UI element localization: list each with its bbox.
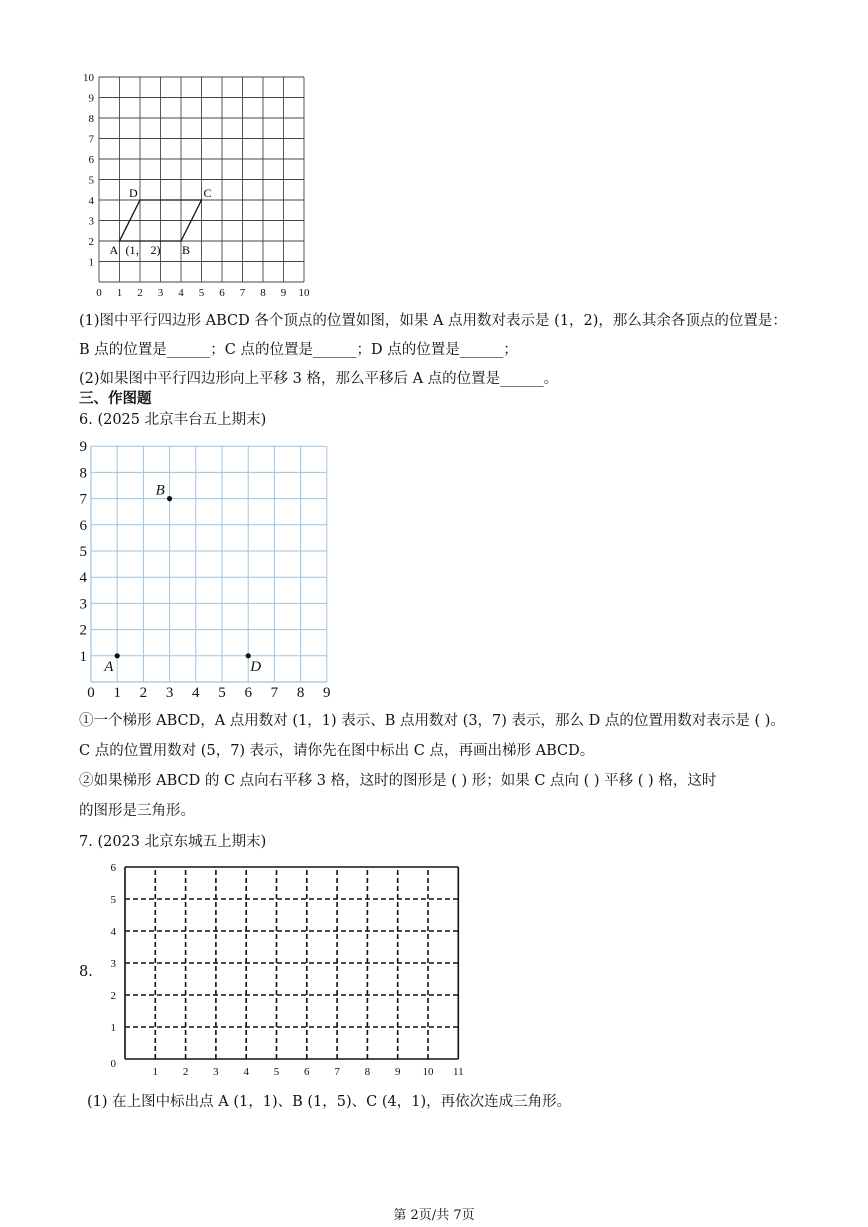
y-tick-label: 1 xyxy=(88,256,94,269)
y-tick-label: 9 xyxy=(79,439,87,456)
y-tick-label: 6 xyxy=(110,862,116,874)
q6-part2-line1: ②如果梯形 ABCD 的 C 点向右平移 3 格，这时的图形是 ( ) 形；如果 C 点向 ( ) 平移 ( ) 格，这时 xyxy=(79,773,717,789)
y-tick-label: 8 xyxy=(79,465,87,482)
x-tick-label: 2 xyxy=(139,685,148,701)
x-tick-label: 5 xyxy=(198,287,205,299)
x-tick-label: 5 xyxy=(218,685,226,701)
page-footer: 第 2页/共 7页 xyxy=(393,1208,475,1223)
q7-part1-line: (1) 在上图中标出点 A (1，1)、B (1，5)、C (4，1)，再依次连成三角形。 xyxy=(87,1094,572,1110)
x-tick-label: 1 xyxy=(116,287,123,299)
y-tick-label: 3 xyxy=(79,596,87,613)
point-b-label: B xyxy=(182,243,191,257)
y-tick-label: 2 xyxy=(110,990,116,1002)
y-tick-label: 10 xyxy=(83,72,94,84)
x-tick-label: 7 xyxy=(270,685,279,701)
x-tick-label: 10 xyxy=(298,287,310,299)
point-a-label: A xyxy=(104,658,114,675)
point-d-label: D xyxy=(129,186,138,200)
x-tick-label: 6 xyxy=(304,1066,310,1078)
x-tick-label: 4 xyxy=(243,1066,249,1078)
q6-part1-line2: C 点的位置用数对 (5，7) 表示，请你先在图中标出 C 点，再画出梯形 ABCD。 xyxy=(79,743,595,759)
x-tick-label: 11 xyxy=(453,1066,464,1078)
x-tick-label: 6 xyxy=(219,287,225,299)
q7-heading: 7. (2023 北京东城五上期末) xyxy=(79,834,267,850)
y-tick-label: 5 xyxy=(88,174,94,187)
y-tick-label: 4 xyxy=(88,195,94,207)
y-tick-label: 8 xyxy=(88,113,94,125)
y-tick-label: 1 xyxy=(110,1022,116,1034)
section-title: 三、作图题 xyxy=(79,391,152,407)
y-tick-label: 1 xyxy=(79,648,87,665)
x-tick-label: 10 xyxy=(422,1066,434,1078)
point-a-dot xyxy=(115,653,120,658)
x-tick-label: 8 xyxy=(364,1066,371,1078)
point-a-coordinate: (1， 2) xyxy=(125,243,161,257)
x-tick-label: 0 xyxy=(87,685,95,701)
x-tick-label: 0 xyxy=(96,287,102,299)
x-tick-label: 8 xyxy=(296,685,305,701)
x-tick-label: 8 xyxy=(260,287,266,299)
point-b-label: B xyxy=(155,482,165,499)
y-tick-label: 4 xyxy=(79,570,87,587)
x-tick-label: 4 xyxy=(192,685,200,701)
x-tick-label: 3 xyxy=(165,685,174,701)
x-tick-label: 9 xyxy=(280,287,287,299)
y-tick-label: 0 xyxy=(110,1058,116,1070)
y-tick-label: 3 xyxy=(110,958,116,970)
x-tick-label: 1 xyxy=(152,1066,159,1078)
y-tick-label: 7 xyxy=(88,133,94,146)
point-d-dot xyxy=(246,653,251,658)
q5-part1-line: (1)图中平行四边形 ABCD 各个顶点的位置如图，如果 A 点用数对表示是 (1，2)，那么其余各顶点的位置是： xyxy=(79,313,787,329)
y-tick-label: 9 xyxy=(88,92,94,105)
y-tick-label: 3 xyxy=(88,215,94,228)
y-tick-label: 2 xyxy=(79,622,87,639)
x-tick-label: 2 xyxy=(182,1066,189,1078)
dashed-grid-q7 xyxy=(100,855,480,1085)
point-c-label: C xyxy=(203,186,212,200)
point-b-dot xyxy=(167,496,172,501)
x-tick-label: 6 xyxy=(244,685,252,701)
q6-part1-line1: ①一个梯形 ABCD，A 点用数对 (1，1) 表示、B 点用数对 (3，7) 表示，那么 D 点的位置用数对表示是 ( )。 xyxy=(79,713,785,729)
x-tick-label: 9 xyxy=(394,1066,401,1078)
point-d-label: D xyxy=(250,658,262,675)
y-tick-label: 5 xyxy=(110,894,116,906)
x-tick-label: 2 xyxy=(137,287,143,299)
q5-part1-blanks: B 点的位置是______；C 点的位置是______；D 点的位置是______； xyxy=(79,342,518,358)
y-tick-label: 6 xyxy=(88,154,94,166)
x-tick-label: 3 xyxy=(213,1066,219,1078)
coordinate-grid-q6 xyxy=(74,436,344,706)
y-tick-label: 7 xyxy=(79,491,87,508)
point-a-label: A xyxy=(109,243,119,257)
x-tick-label: 5 xyxy=(273,1066,280,1078)
x-tick-label: 4 xyxy=(178,287,184,299)
q6-heading: 6. (2025 北京丰台五上期末) xyxy=(79,412,267,428)
x-tick-label: 7 xyxy=(334,1066,340,1078)
x-tick-label: 7 xyxy=(239,287,246,299)
x-tick-label: 9 xyxy=(323,685,331,701)
x-tick-label: 1 xyxy=(113,685,121,701)
x-tick-label: 3 xyxy=(157,287,164,299)
y-tick-label: 5 xyxy=(79,544,87,560)
q8-number: 8. xyxy=(79,964,93,980)
parallelogram-grid xyxy=(70,62,330,302)
y-tick-label: 6 xyxy=(79,517,87,534)
y-tick-label: 4 xyxy=(110,926,116,938)
q5-part2-line: (2)如果图中平行四边形向上平移 3 格，那么平移后 A 点的位置是______。 xyxy=(79,371,559,387)
y-tick-label: 2 xyxy=(88,236,94,248)
q6-part2-line2: 的图形是三角形。 xyxy=(79,803,195,819)
